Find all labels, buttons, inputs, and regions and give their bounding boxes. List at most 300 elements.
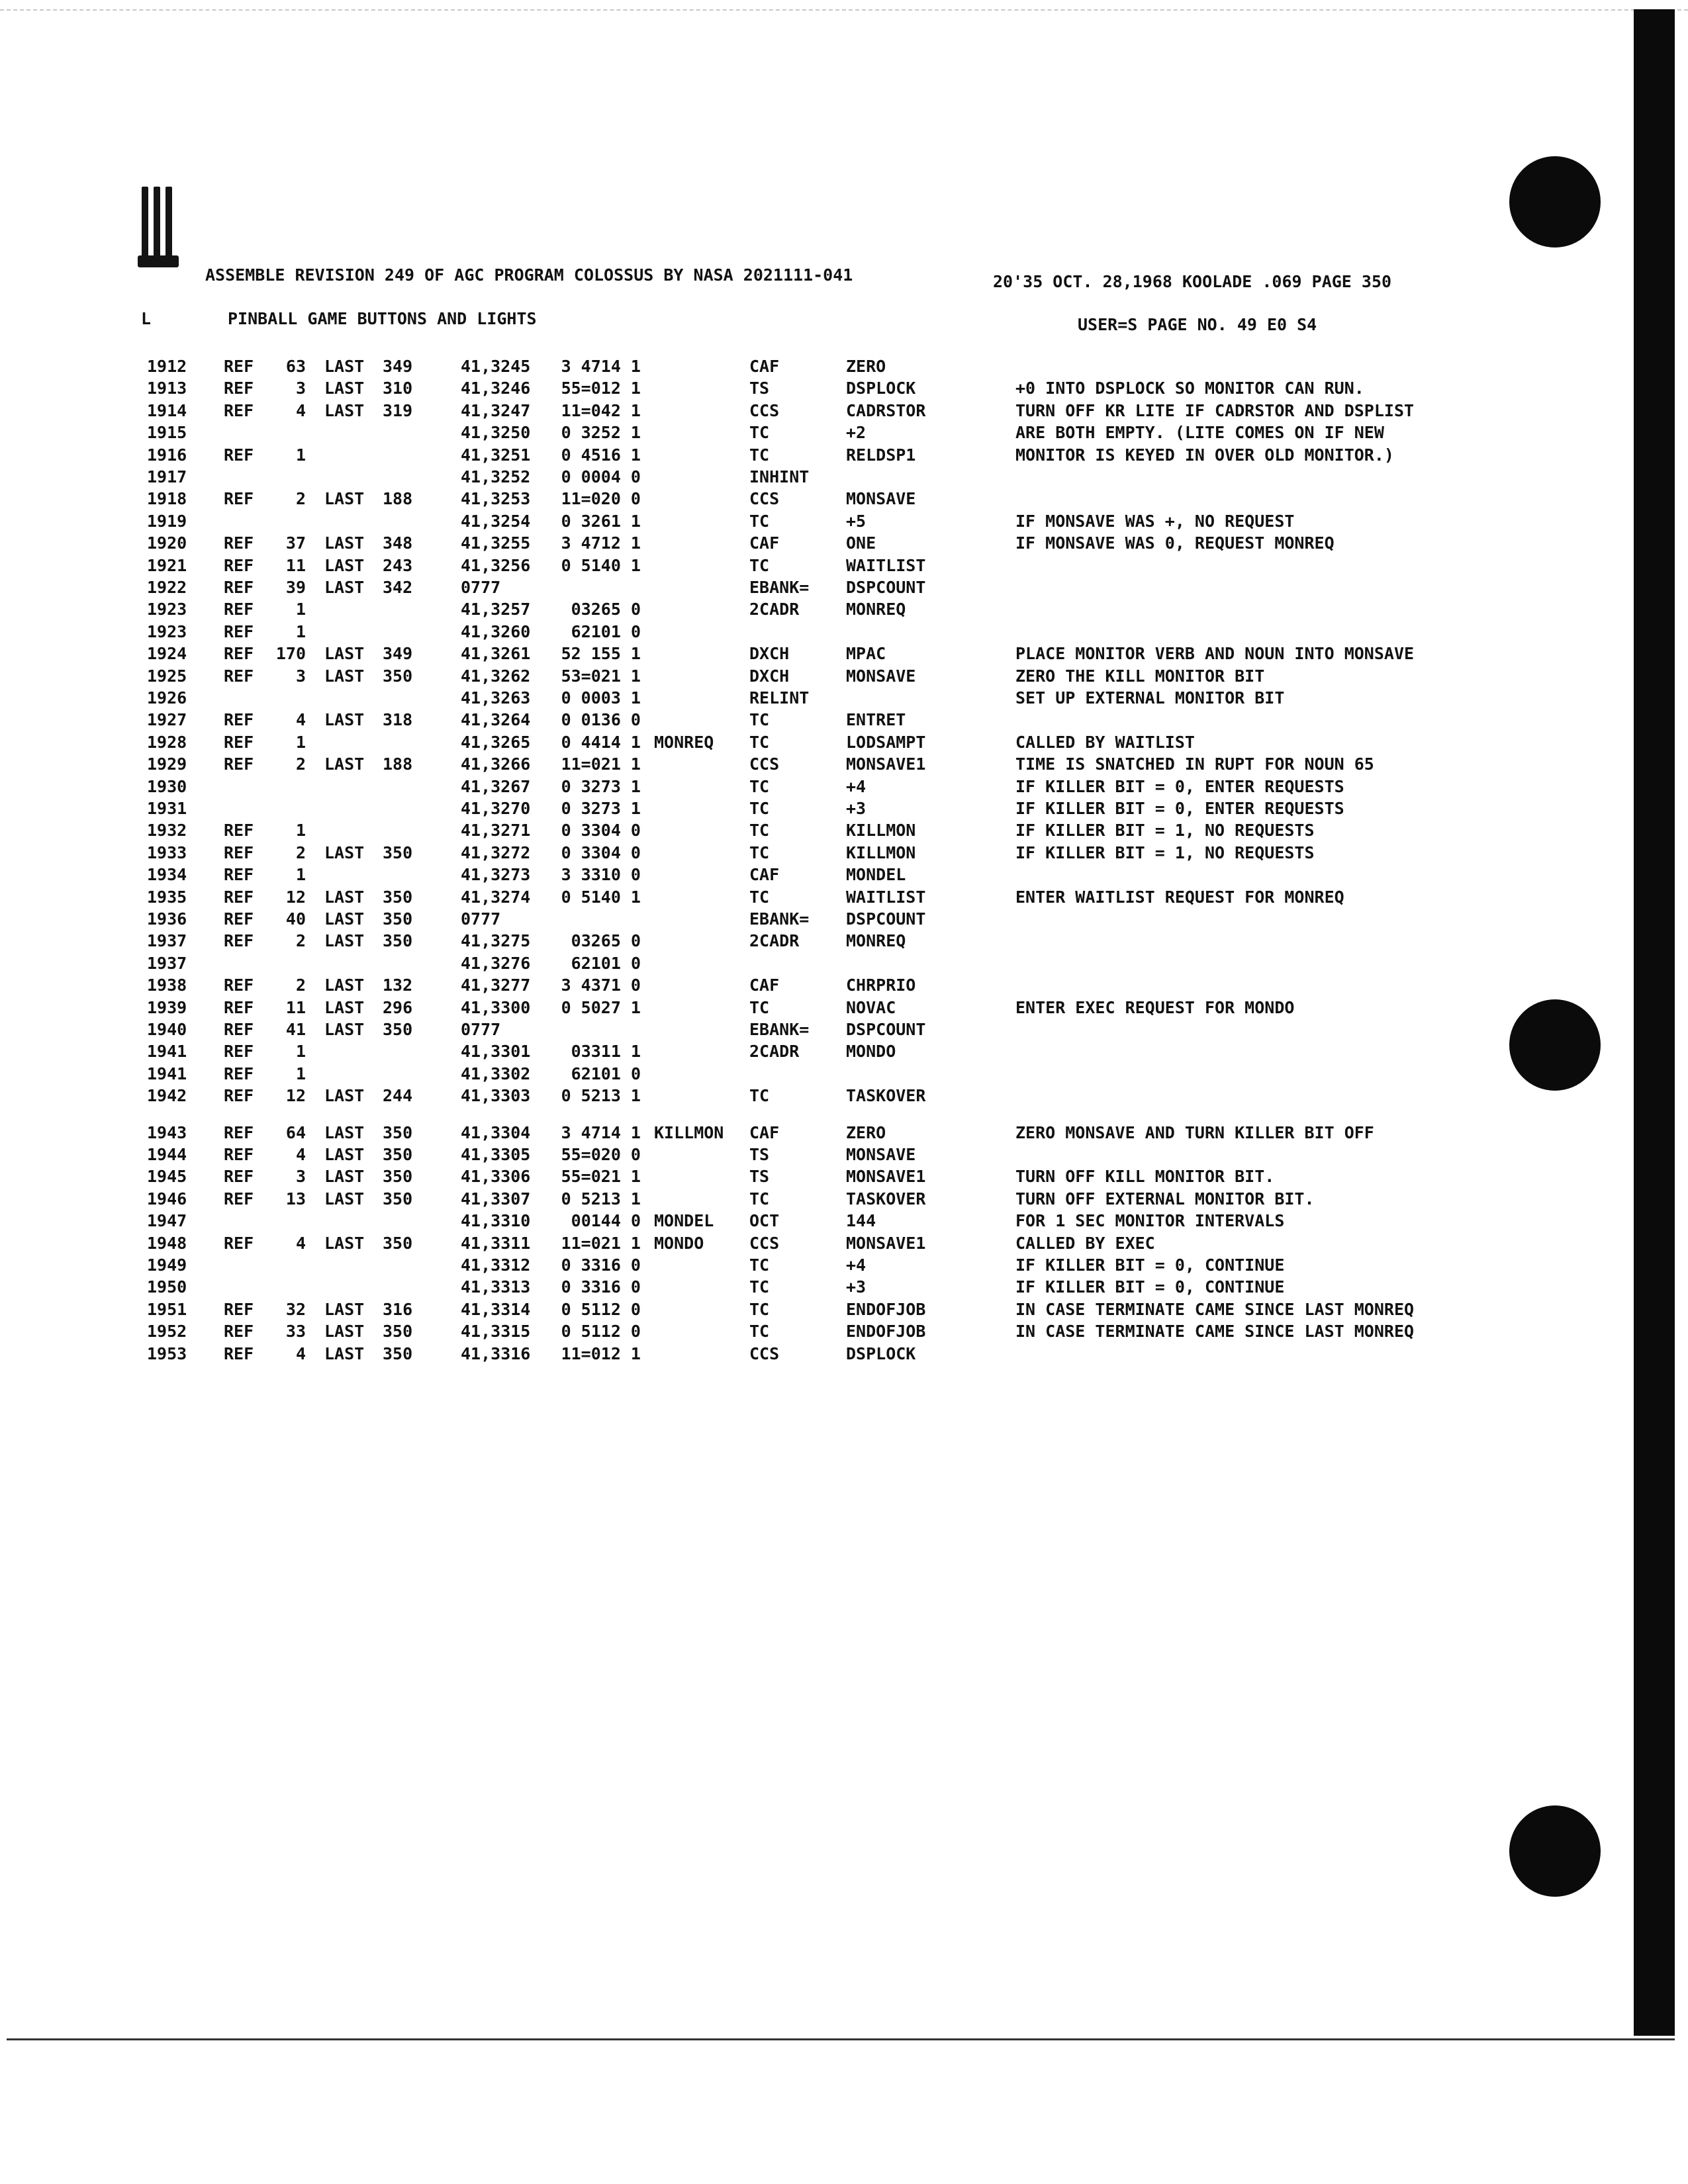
row-operand: TASKOVER [846, 1189, 926, 1208]
row-comment: IN CASE TERMINATE CAME SINCE LAST MONREQ [1015, 1299, 1415, 1319]
listing-row [0, 776, 1688, 797]
row-addr: 41,3314 [461, 1299, 531, 1319]
row-addr: 41,3246 [461, 379, 531, 398]
row-operand: DSPCOUNT [846, 578, 926, 597]
row-line: 1917 [147, 467, 187, 486]
row-addr: 41,3250 [461, 423, 531, 443]
row-operand: KILLMON [846, 842, 916, 862]
row-ref: REF [224, 865, 254, 885]
row-cnt: 2 [295, 754, 306, 774]
listing-row [0, 798, 1688, 819]
row-cnt: 41 [285, 1020, 306, 1039]
row-comment: TIME IS SNATCHED IN RUPT FOR NOUN 65 [1015, 754, 1374, 774]
row-op: TC [749, 1299, 770, 1319]
row-line: 1924 [147, 644, 187, 664]
row-last: LAST [324, 533, 365, 553]
row-ref: REF [224, 1189, 254, 1208]
row-cnt: 63 [285, 357, 306, 376]
row-addr: 41,3251 [461, 445, 531, 465]
row-line: 1926 [147, 688, 187, 707]
row-lastnum: 350 [383, 1122, 413, 1142]
row-lastnum: 350 [383, 1167, 413, 1187]
row-cnt: 13 [285, 1189, 306, 1208]
row-op: TC [749, 732, 770, 752]
row-word: 55=021 1 [561, 1167, 641, 1187]
row-operand: MONSAVE [846, 489, 916, 509]
row-ref: REF [224, 1145, 254, 1164]
row-addr: 41,3260 [461, 621, 531, 641]
row-cnt: 11 [285, 555, 306, 575]
row-operand: MONDO [846, 1042, 896, 1062]
row-addr: 41,3261 [461, 644, 531, 664]
row-line: 1927 [147, 710, 187, 730]
row-op: CCS [749, 489, 780, 509]
row-comment: IF MONSAVE WAS 0, REQUEST MONREQ [1015, 533, 1335, 553]
row-line: 1949 [147, 1255, 187, 1275]
row-last: LAST [324, 1167, 365, 1187]
row-line: 1946 [147, 1189, 187, 1208]
row-ref: REF [224, 400, 254, 420]
row-addr: 41,3275 [461, 931, 531, 951]
row-addr: 0777 [461, 578, 501, 597]
listing-row [0, 909, 1688, 930]
row-addr: 41,3257 [461, 600, 531, 619]
listing-row [0, 1041, 1688, 1062]
row-line: 1947 [147, 1211, 187, 1231]
row-cnt: 170 [275, 644, 306, 664]
row-op: TS [749, 1145, 770, 1164]
row-op: CCS [749, 1343, 780, 1363]
row-last: LAST [324, 644, 365, 664]
row-ref: REF [224, 710, 254, 730]
row-operand: LODSAMPT [846, 732, 926, 752]
row-last: LAST [324, 754, 365, 774]
row-cnt: 1 [295, 445, 306, 465]
row-word: 0 3273 1 [561, 776, 641, 796]
row-ref: REF [224, 1086, 254, 1106]
row-cnt: 2 [295, 489, 306, 509]
row-operand: +5 [846, 511, 867, 531]
row-ref: REF [224, 600, 254, 619]
listing-row [0, 445, 1688, 466]
row-cnt: 4 [295, 710, 306, 730]
row-line: 1935 [147, 887, 187, 907]
row-cnt: 1 [295, 1042, 306, 1062]
row-operand: MONREQ [846, 600, 906, 619]
row-lastnum: 243 [383, 555, 413, 575]
row-ref: REF [224, 1042, 254, 1062]
row-line: 1942 [147, 1086, 187, 1106]
row-line: 1913 [147, 379, 187, 398]
row-ref: REF [224, 555, 254, 575]
row-op: CCS [749, 1233, 780, 1253]
listing-row [0, 1019, 1688, 1040]
row-line: 1952 [147, 1322, 187, 1342]
row-cnt: 4 [295, 1343, 306, 1363]
row-comment: IF KILLER BIT = 1, NO REQUESTS [1015, 821, 1315, 841]
row-op: CCS [749, 754, 780, 774]
row-op: TC [749, 842, 770, 862]
row-addr: 41,3311 [461, 1233, 531, 1253]
row-line: 1945 [147, 1167, 187, 1187]
row-last: LAST [324, 357, 365, 376]
row-addr: 41,3264 [461, 710, 531, 730]
row-line: 1916 [147, 445, 187, 465]
row-addr: 41,3313 [461, 1277, 531, 1297]
row-last: LAST [324, 1343, 365, 1363]
listing-row [0, 1277, 1688, 1298]
row-cnt: 1 [295, 865, 306, 885]
row-addr: 41,3247 [461, 400, 531, 420]
listing-row [0, 732, 1688, 753]
listing-row [0, 511, 1688, 532]
row-operand: DSPLOCK [846, 1343, 916, 1363]
row-addr: 41,3253 [461, 489, 531, 509]
row-word: 62101 0 [571, 621, 641, 641]
row-cnt: 40 [285, 909, 306, 929]
row-ref: REF [224, 578, 254, 597]
row-operand: MONSAVE1 [846, 754, 926, 774]
row-lastnum: 350 [383, 1343, 413, 1363]
row-addr: 41,3262 [461, 666, 531, 686]
row-ref: REF [224, 732, 254, 752]
row-operand: MPAC [846, 644, 886, 664]
row-line: 1920 [147, 533, 187, 553]
row-comment: IF KILLER BIT = 0, ENTER REQUESTS [1015, 799, 1344, 818]
row-op: TC [749, 710, 770, 730]
row-lastnum: 188 [383, 754, 413, 774]
row-addr: 41,3302 [461, 1064, 531, 1083]
row-ref: REF [224, 1064, 254, 1083]
row-lastnum: 188 [383, 489, 413, 509]
row-operand: WAITLIST [846, 887, 926, 907]
row-ref: REF [224, 445, 254, 465]
row-ref: REF [224, 821, 254, 841]
listing-row [0, 378, 1688, 399]
row-word: 0 0003 1 [561, 688, 641, 707]
row-line: 1936 [147, 909, 187, 929]
row-ref: REF [224, 379, 254, 398]
listing-row [0, 842, 1688, 864]
row-comment: TURN OFF EXTERNAL MONITOR BIT. [1015, 1189, 1315, 1208]
row-cnt: 4 [295, 1233, 306, 1253]
row-op: TS [749, 1167, 770, 1187]
row-addr: 41,3254 [461, 511, 531, 531]
row-lastnum: 349 [383, 644, 413, 664]
row-comment: TURN OFF KILL MONITOR BIT. [1015, 1167, 1275, 1187]
row-word: 03311 1 [571, 1042, 641, 1062]
listing-row [0, 621, 1688, 643]
row-word: 11=020 0 [561, 489, 641, 509]
row-word: 0 5112 0 [561, 1299, 641, 1319]
row-op: CAF [749, 357, 780, 376]
row-line: 1944 [147, 1145, 187, 1164]
section-title: PINBALL GAME BUTTONS AND LIGHTS [228, 309, 537, 328]
row-label: MONDEL [654, 1211, 714, 1231]
row-line: 1918 [147, 489, 187, 509]
row-line: 1951 [147, 1299, 187, 1319]
row-word: 11=012 1 [561, 1343, 641, 1363]
row-word: 11=021 1 [561, 1233, 641, 1253]
row-cnt: 1 [295, 732, 306, 752]
row-comment: PLACE MONITOR VERB AND NOUN INTO MONSAVE [1015, 644, 1415, 664]
row-word: 0 5213 1 [561, 1189, 641, 1208]
row-label: MONDO [654, 1233, 704, 1253]
row-comment: SET UP EXTERNAL MONITOR BIT [1015, 688, 1285, 707]
row-line: 1941 [147, 1042, 187, 1062]
row-operand: +3 [846, 799, 867, 818]
listing-row [0, 400, 1688, 422]
row-line: 1923 [147, 600, 187, 619]
row-last: LAST [324, 710, 365, 730]
row-last: LAST [324, 1322, 365, 1342]
row-word: 0 5213 1 [561, 1086, 641, 1106]
listing-row [0, 1343, 1688, 1365]
row-last: LAST [324, 666, 365, 686]
row-line: 1937 [147, 931, 187, 951]
listing-header-right: 20'35 OCT. 28,1968 KOOLADE .069 PAGE 350 [993, 272, 1392, 291]
listing-row [0, 555, 1688, 576]
row-ref: REF [224, 533, 254, 553]
row-addr: 41,3255 [461, 533, 531, 553]
row-addr: 41,3303 [461, 1086, 531, 1106]
listing-row [0, 1122, 1688, 1144]
row-word: 11=021 1 [561, 754, 641, 774]
row-ref: REF [224, 644, 254, 664]
row-ref: REF [224, 666, 254, 686]
listing-row [0, 666, 1688, 687]
row-operand: ENTRET [846, 710, 906, 730]
row-op: 2CADR [749, 600, 800, 619]
row-cnt: 11 [285, 997, 306, 1017]
row-op: TC [749, 821, 770, 841]
row-operand: ENDOFJOB [846, 1322, 926, 1342]
row-line: 1953 [147, 1343, 187, 1363]
row-operand: ZERO [846, 1122, 886, 1142]
row-cnt: 1 [295, 621, 306, 641]
row-lastnum: 350 [383, 666, 413, 686]
row-ref: REF [224, 1299, 254, 1319]
row-last: LAST [324, 379, 365, 398]
row-last: LAST [324, 931, 365, 951]
row-addr: 41,3306 [461, 1167, 531, 1187]
row-ref: REF [224, 887, 254, 907]
row-last: LAST [324, 489, 365, 509]
row-op: TC [749, 887, 770, 907]
row-word: 62101 0 [571, 953, 641, 973]
listing-row [0, 1233, 1688, 1254]
row-ref: REF [224, 997, 254, 1017]
row-operand: ENDOFJOB [846, 1299, 926, 1319]
row-line: 1933 [147, 842, 187, 862]
row-op: TC [749, 1322, 770, 1342]
row-addr: 41,3274 [461, 887, 531, 907]
row-last: LAST [324, 555, 365, 575]
row-line: 1938 [147, 976, 187, 995]
row-word: 0 5112 0 [561, 1322, 641, 1342]
row-lastnum: 350 [383, 1322, 413, 1342]
row-addr: 41,3301 [461, 1042, 531, 1062]
row-word: 0 3273 1 [561, 799, 641, 818]
row-comment: ENTER WAITLIST REQUEST FOR MONREQ [1015, 887, 1344, 907]
row-operand: KILLMON [846, 821, 916, 841]
row-last: LAST [324, 400, 365, 420]
user-page-number: USER=S PAGE NO. 49 E0 S4 [1078, 315, 1317, 334]
listing-row [0, 820, 1688, 841]
row-lastnum: 319 [383, 400, 413, 420]
listing-row [0, 356, 1688, 377]
row-op: RELINT [749, 688, 810, 707]
row-word: 00144 0 [571, 1211, 641, 1231]
row-comment: CALLED BY EXEC [1015, 1233, 1155, 1253]
row-lastnum: 350 [383, 1233, 413, 1253]
row-cnt: 2 [295, 931, 306, 951]
row-word: 55=020 0 [561, 1145, 641, 1164]
row-comment: +0 INTO DSPLOCK SO MONITOR CAN RUN. [1015, 379, 1364, 398]
row-lastnum: 310 [383, 379, 413, 398]
row-op: DXCH [749, 666, 790, 686]
listing-row [0, 1210, 1688, 1232]
row-line: 1914 [147, 400, 187, 420]
row-operand: DSPCOUNT [846, 909, 926, 929]
row-lastnum: 132 [383, 976, 413, 995]
row-comment: IF MONSAVE WAS +, NO REQUEST [1015, 511, 1295, 531]
row-word: 0 3304 0 [561, 821, 641, 841]
row-line: 1921 [147, 555, 187, 575]
row-comment: TURN OFF KR LITE IF CADRSTOR AND DSPLIST [1015, 400, 1415, 420]
row-word: 55=012 1 [561, 379, 641, 398]
row-line: 1940 [147, 1020, 187, 1039]
row-word: 0 4516 1 [561, 445, 641, 465]
row-word: 0 4414 1 [561, 732, 641, 752]
row-cnt: 32 [285, 1299, 306, 1319]
listing-row [0, 599, 1688, 620]
row-op: 2CADR [749, 931, 800, 951]
row-cnt: 1 [295, 600, 306, 619]
row-lastnum: 350 [383, 909, 413, 929]
row-word: 0 3316 0 [561, 1277, 641, 1297]
listing-row [0, 1144, 1688, 1165]
row-cnt: 3 [295, 379, 306, 398]
row-op: TC [749, 423, 770, 443]
row-comment: CALLED BY WAITLIST [1015, 732, 1195, 752]
row-op: CCS [749, 400, 780, 420]
row-line: 1930 [147, 776, 187, 796]
row-lastnum: 350 [383, 1189, 413, 1208]
row-cnt: 4 [295, 1145, 306, 1164]
row-lastnum: 350 [383, 931, 413, 951]
row-ref: REF [224, 1322, 254, 1342]
row-addr: 41,3266 [461, 754, 531, 774]
row-lastnum: 349 [383, 357, 413, 376]
listing-row [0, 975, 1688, 996]
row-lastnum: 244 [383, 1086, 413, 1106]
row-operand: ZERO [846, 357, 886, 376]
row-word: 0 3316 0 [561, 1255, 641, 1275]
row-addr: 41,3276 [461, 953, 531, 973]
row-addr: 41,3300 [461, 997, 531, 1017]
row-lastnum: 350 [383, 1020, 413, 1039]
row-operand: MONSAVE [846, 666, 916, 686]
row-line: 1928 [147, 732, 187, 752]
row-ref: REF [224, 621, 254, 641]
row-cnt: 12 [285, 1086, 306, 1106]
row-word: 52 155 1 [561, 644, 641, 664]
row-cnt: 64 [285, 1122, 306, 1142]
row-op: TC [749, 997, 770, 1017]
row-word: 3 4712 1 [561, 533, 641, 553]
row-ref: REF [224, 909, 254, 929]
row-addr: 0777 [461, 1020, 501, 1039]
listing-row [0, 422, 1688, 443]
row-operand: MONSAVE1 [846, 1233, 926, 1253]
row-operand: MONREQ [846, 931, 906, 951]
row-lastnum: 296 [383, 997, 413, 1017]
row-word: 0 5140 1 [561, 555, 641, 575]
row-line: 1950 [147, 1277, 187, 1297]
row-op: CAF [749, 1122, 780, 1142]
row-lastnum: 342 [383, 578, 413, 597]
row-cnt: 4 [295, 400, 306, 420]
row-word: 0 5140 1 [561, 887, 641, 907]
row-op: CAF [749, 865, 780, 885]
row-ref: REF [224, 1167, 254, 1187]
row-operand: +4 [846, 776, 867, 796]
row-word: 0 3304 0 [561, 842, 641, 862]
row-operand: DSPCOUNT [846, 1020, 926, 1039]
row-line: 1923 [147, 621, 187, 641]
row-cnt: 2 [295, 976, 306, 995]
row-operand: +2 [846, 423, 867, 443]
row-operand: NOVAC [846, 997, 896, 1017]
row-comment: IF KILLER BIT = 0, CONTINUE [1015, 1255, 1285, 1275]
row-comment: ENTER EXEC REQUEST FOR MONDO [1015, 997, 1295, 1017]
row-op: TC [749, 1277, 770, 1297]
row-addr: 41,3307 [461, 1189, 531, 1208]
row-addr: 41,3272 [461, 842, 531, 862]
listing-row [0, 1064, 1688, 1085]
row-operand: CADRSTOR [846, 400, 926, 420]
row-operand: +3 [846, 1277, 867, 1297]
row-operand: CHRPRIO [846, 976, 916, 995]
listing-row [0, 533, 1688, 554]
listing-subheader-l: L [141, 309, 152, 328]
row-comment: ZERO MONSAVE AND TURN KILLER BIT OFF [1015, 1122, 1374, 1142]
row-word: 3 4714 1 [561, 1122, 641, 1142]
listing-row [0, 931, 1688, 952]
row-line: 1943 [147, 1122, 187, 1142]
row-last: LAST [324, 1086, 365, 1106]
listing-row [0, 997, 1688, 1019]
row-word: 3 3310 0 [561, 865, 641, 885]
row-operand: ONE [846, 533, 876, 553]
row-addr: 41,3310 [461, 1211, 531, 1231]
row-lastnum: 350 [383, 842, 413, 862]
row-last: LAST [324, 1020, 365, 1039]
row-last: LAST [324, 887, 365, 907]
row-last: LAST [324, 1145, 365, 1164]
row-last: LAST [324, 842, 365, 862]
row-op: TC [749, 511, 770, 531]
row-last: LAST [324, 997, 365, 1017]
row-addr: 41,3305 [461, 1145, 531, 1164]
row-operand: MONSAVE1 [846, 1167, 926, 1187]
row-ref: REF [224, 842, 254, 862]
row-addr: 41,3316 [461, 1343, 531, 1363]
row-line: 1925 [147, 666, 187, 686]
row-last: LAST [324, 909, 365, 929]
row-line: 1931 [147, 799, 187, 818]
